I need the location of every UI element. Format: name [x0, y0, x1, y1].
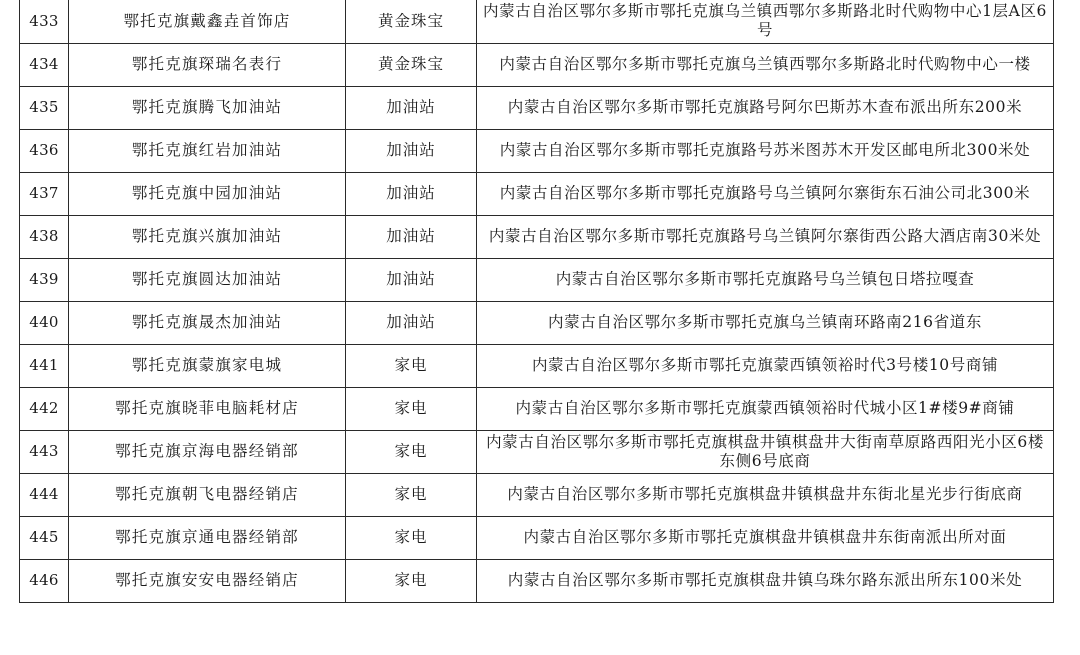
- row-number: 446: [20, 559, 69, 602]
- table-row: [20, 559, 1054, 602]
- merchant-category: 加油站: [346, 215, 477, 258]
- merchant-name: 鄂托克旗兴旗加油站: [69, 215, 346, 258]
- merchant-address: 内蒙古自治区鄂尔多斯市鄂托克旗路号乌兰镇阿尔寨街西公路大酒店南30米处: [477, 215, 1054, 258]
- merchant-category: 家电: [346, 559, 477, 602]
- merchant-address: 内蒙古自治区鄂尔多斯市鄂托克旗棋盘井镇棋盘井东街南派出所对面: [477, 516, 1054, 559]
- merchant-table: [19, 0, 1054, 603]
- merchant-name: 鄂托克旗晟杰加油站: [69, 301, 346, 344]
- row-number: 439: [20, 258, 69, 301]
- merchant-name: 鄂托克旗腾飞加油站: [69, 86, 346, 129]
- table-row: [20, 258, 1054, 301]
- table-row: [20, 43, 1054, 86]
- row-number: 435: [20, 86, 69, 129]
- table-row: [20, 516, 1054, 559]
- merchant-name: 鄂托克旗京通电器经销部: [69, 516, 346, 559]
- table-row: [20, 0, 1054, 43]
- merchant-name: 鄂托克旗红岩加油站: [69, 129, 346, 172]
- merchant-category: 家电: [346, 473, 477, 516]
- row-number: 438: [20, 215, 69, 258]
- merchant-name: 鄂托克旗中园加油站: [69, 172, 346, 215]
- table-row: [20, 387, 1054, 430]
- merchant-category: 家电: [346, 387, 477, 430]
- merchant-address: 内蒙古自治区鄂尔多斯市鄂托克旗棋盘井镇棋盘井东街北星光步行街底商: [477, 473, 1054, 516]
- row-number: 443: [20, 430, 69, 473]
- merchant-category: 家电: [346, 430, 477, 473]
- merchant-name: 鄂托克旗安安电器经销店: [69, 559, 346, 602]
- row-number: 445: [20, 516, 69, 559]
- merchant-address: 内蒙古自治区鄂尔多斯市鄂托克旗路号阿尔巴斯苏木查布派出所东200米: [477, 86, 1054, 129]
- table-row: [20, 301, 1054, 344]
- table-row: [20, 215, 1054, 258]
- merchant-category: 加油站: [346, 129, 477, 172]
- merchant-category: 加油站: [346, 172, 477, 215]
- merchant-name: 鄂托克旗蒙旗家电城: [69, 344, 346, 387]
- merchant-address: 内蒙古自治区鄂尔多斯市鄂托克旗蒙西镇领裕时代3号楼10号商铺: [477, 344, 1054, 387]
- table-row: [20, 430, 1054, 473]
- merchant-name: 鄂托克旗京海电器经销部: [69, 430, 346, 473]
- table-row: [20, 344, 1054, 387]
- merchant-name: 鄂托克旗朝飞电器经销店: [69, 473, 346, 516]
- merchant-address: 内蒙古自治区鄂尔多斯市鄂托克旗路号乌兰镇阿尔寨街东石油公司北300米: [477, 172, 1054, 215]
- merchant-address: 内蒙古自治区鄂尔多斯市鄂托克旗乌兰镇西鄂尔多斯路北时代购物中心1层A区6号: [477, 0, 1054, 43]
- merchant-name: 鄂托克旗琛瑞名表行: [69, 43, 346, 86]
- merchant-address: 内蒙古自治区鄂尔多斯市鄂托克旗乌兰镇西鄂尔多斯路北时代购物中心一楼: [477, 43, 1054, 86]
- merchant-name: 鄂托克旗晓菲电脑耗材店: [69, 387, 346, 430]
- merchant-name: 鄂托克旗戴鑫垚首饰店: [69, 0, 346, 43]
- row-number: 441: [20, 344, 69, 387]
- merchant-address: 内蒙古自治区鄂尔多斯市鄂托克旗路号苏米图苏木开发区邮电所北300米处: [477, 129, 1054, 172]
- merchant-address: 内蒙古自治区鄂尔多斯市鄂托克旗蒙西镇领裕时代城小区1#楼9#商铺: [477, 387, 1054, 430]
- merchant-category: 加油站: [346, 301, 477, 344]
- merchant-address: 内蒙古自治区鄂尔多斯市鄂托克旗路号乌兰镇包日塔拉嘎查: [477, 258, 1054, 301]
- merchant-category: 黄金珠宝: [346, 43, 477, 86]
- row-number: 440: [20, 301, 69, 344]
- merchant-address: 内蒙古自治区鄂尔多斯市鄂托克旗乌兰镇南环路南216省道东: [477, 301, 1054, 344]
- row-number: 433: [20, 0, 69, 43]
- row-number: 444: [20, 473, 69, 516]
- table-row: [20, 86, 1054, 129]
- merchant-name: 鄂托克旗圆达加油站: [69, 258, 346, 301]
- table-row: [20, 473, 1054, 516]
- table-row: [20, 172, 1054, 215]
- merchant-category: 加油站: [346, 258, 477, 301]
- merchant-category: 黄金珠宝: [346, 0, 477, 43]
- merchant-address: 内蒙古自治区鄂尔多斯市鄂托克旗棋盘井镇棋盘井大街南草原路西阳光小区6楼东侧6号底商: [477, 430, 1054, 473]
- merchant-category: 加油站: [346, 86, 477, 129]
- row-number: 437: [20, 172, 69, 215]
- merchant-category: 家电: [346, 344, 477, 387]
- table-row: [20, 129, 1054, 172]
- row-number: 436: [20, 129, 69, 172]
- row-number: 442: [20, 387, 69, 430]
- merchant-address: 内蒙古自治区鄂尔多斯市鄂托克旗棋盘井镇乌珠尔路东派出所东100米处: [477, 559, 1054, 602]
- merchant-table-container: [19, 0, 1053, 603]
- row-number: 434: [20, 43, 69, 86]
- merchant-category: 家电: [346, 516, 477, 559]
